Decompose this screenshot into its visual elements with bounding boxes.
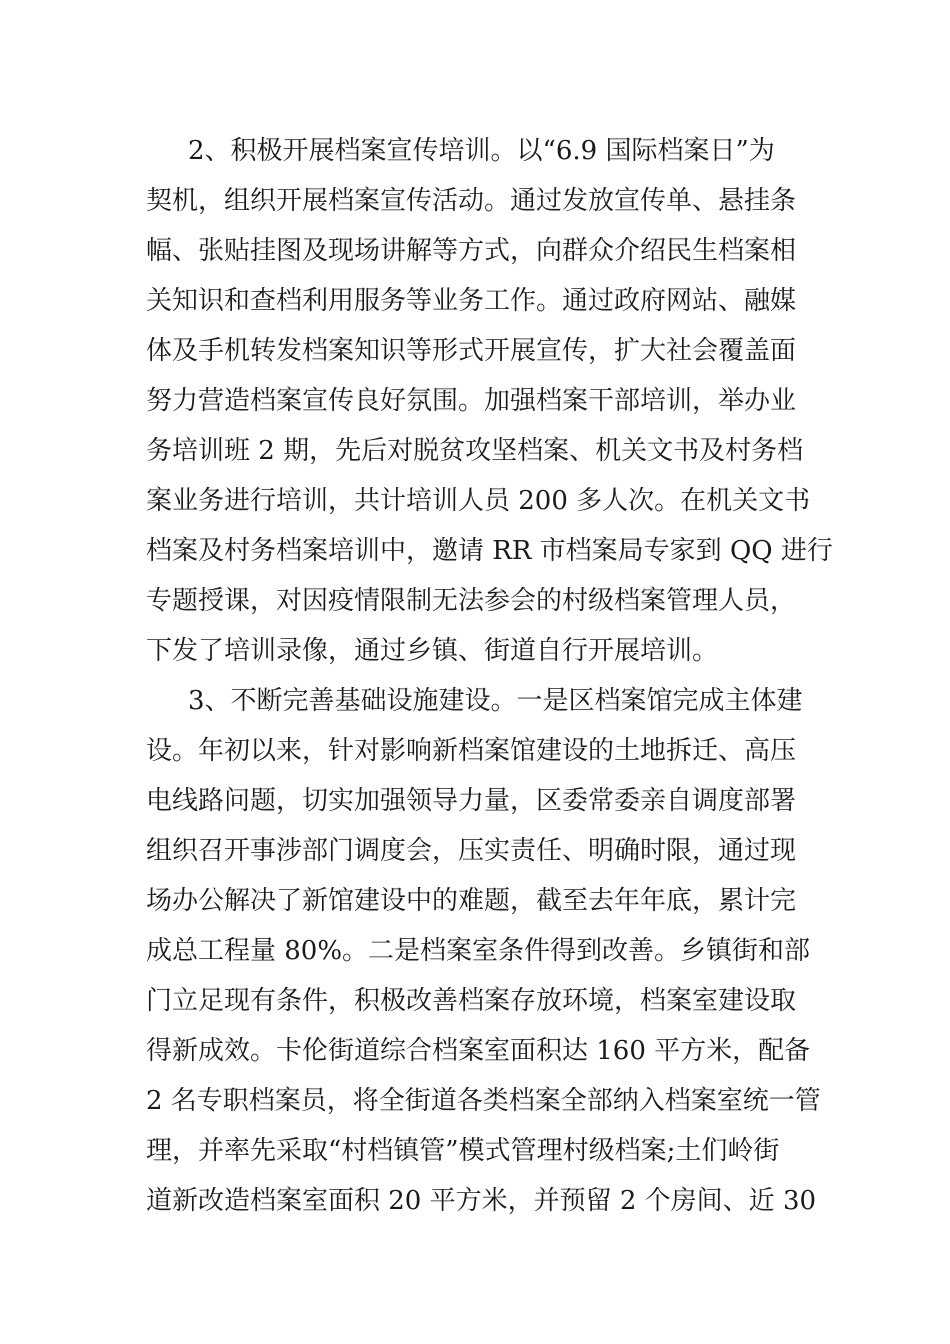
paragraph-2-line-4: 组织召开事涉部门调度会，压实责任、明确时限，通过现 [146,836,797,866]
paragraph-1-line-3: 幅、张贴挂图及现场讲解等方式，向群众介绍民生档案相 [146,236,797,266]
paragraph-1-line-2: 契机，组织开展档案宣传活动。通过发放宣传单、悬挂条 [146,186,797,216]
paragraph-2-line-5: 场办公解决了新馆建设中的难题，截至去年年底，累计完 [146,886,797,916]
paragraph-1-line-7: 务培训班 2 期，先后对脱贫攻坚档案、机关文书及村务档 [146,436,804,466]
paragraph-2-line-6: 成总工程量 80%。二是档案室条件得到改善。乡镇街和部 [146,936,811,966]
paragraph-1-line-5: 体及手机转发档案知识等形式开展宣传，扩大社会覆盖面 [146,336,797,366]
paragraph-2-line-3: 电线路问题，切实加强领导力量，区委常委亲自调度部署 [146,786,797,816]
paragraph-1-line-8: 案业务进行培训，共计培训人员 200 多人次。在机关文书 [146,486,811,516]
paragraph-1-line-4: 关知识和查档利用服务等业务工作。通过政府网站、融媒 [146,286,797,316]
paragraph-1-line-1: 2、积极开展档案宣传培训。以“6.9 国际档案日”为 [188,136,775,166]
paragraph-2-line-2: 设。年初以来，针对影响新档案馆建设的土地拆迁、高压 [146,736,797,766]
paragraph-1-line-9: 档案及村务档案培训中，邀请 RR 市档案局专家到 QQ 进行 [146,536,833,566]
paragraph-1-line-10: 专题授课，对因疫情限制无法参会的村级档案管理人员， [146,586,797,616]
paragraph-2-line-8: 得新成效。卡伦街道综合档案室面积达 160 平方米，配备 [146,1036,811,1066]
paragraph-2-line-11: 道新改造档案室面积 20 平方米，并预留 2 个房间、近 30 [146,1186,817,1216]
paragraph-2-line-7: 门立足现有条件，积极改善档案存放环境，档案室建设取 [146,986,797,1016]
paragraph-2-line-10: 理，并率先采取“村档镇管”模式管理村级档案;土们岭街 [146,1136,780,1166]
paragraph-1-line-6: 努力营造档案宣传良好氛围。加强档案干部培训，举办业 [146,386,797,416]
paragraph-2-line-1: 3、不断完善基础设施建设。一是区档案馆完成主体建 [188,686,803,716]
paragraph-2-line-9: 2 名专职档案员，将全街道各类档案全部纳入档案室统一管 [146,1086,821,1116]
paragraph-1-line-11: 下发了培训录像，通过乡镇、街道自行开展培训。 [146,636,719,666]
